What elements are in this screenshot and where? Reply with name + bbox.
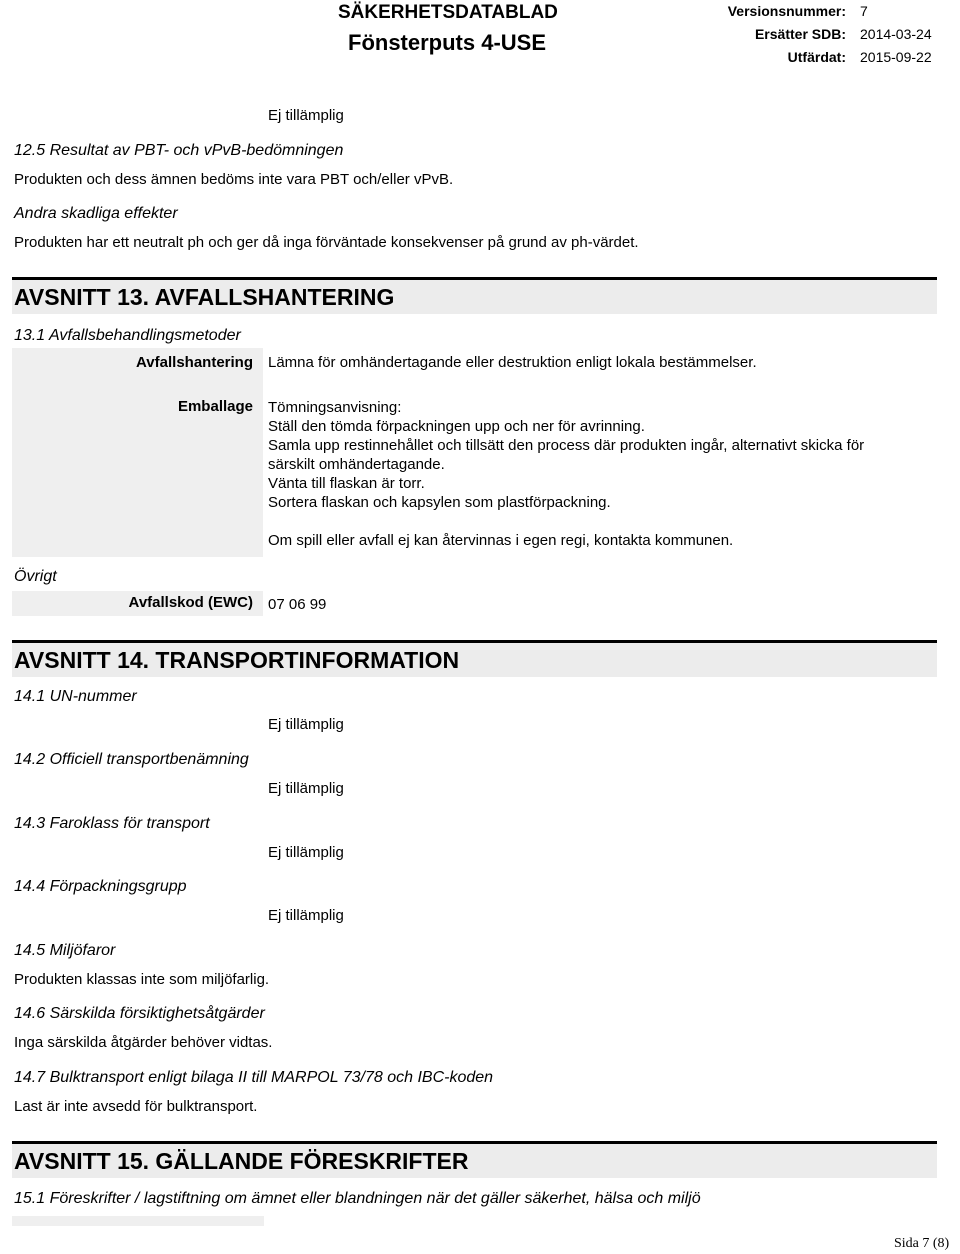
precautions-text: Inga särskilda åtgärder behöver vidtas.: [14, 1034, 273, 1051]
document-type: SÄKERHETSDATABLAD: [338, 2, 558, 23]
shipping-name-value: Ej tillämplig: [268, 780, 344, 797]
version-value: 7: [860, 3, 868, 19]
bulk-transport-title: 14.7 Bulktransport enligt bilaga II till MARPOL 73/78 och IBC-koden: [14, 1069, 494, 1086]
precautions-title: 14.6 Särskilda försiktighetsåtgärder: [14, 1005, 265, 1022]
waste-text: Lämna för omhändertagande eller destruktion enligt lokala bestämmelser.: [268, 354, 757, 371]
packaging-line: Sortera flaskan och kapsylen som plastförpackning.: [268, 494, 611, 511]
waste-label: Avfallshantering: [12, 348, 263, 390]
pbt-title: 12.5 Resultat av PBT- och vPvB-bedömningen: [14, 142, 344, 159]
section13-heading: AVSNITT 13. AVFALLSHANTERING: [12, 277, 937, 314]
env-hazard-text: Produkten klassas inte som miljöfarlig.: [14, 971, 270, 988]
page-number: Sida 7 (8): [894, 1236, 950, 1251]
section15-1-title: 15.1 Föreskrifter / lagstiftning om ämnet eller blandningen när det gäller säkerhet, hälsa och miljö: [14, 1190, 701, 1207]
packaging-line: Ställ den tömda förpackningen upp och ner för avrinning.: [268, 418, 645, 435]
packing-group-value: Ej tillämplig: [268, 907, 344, 924]
packaging-line: särskilt omhändertagande.: [268, 456, 445, 473]
packaging-note: Om spill eller avfall ej kan återvinnas i egen regi, kontakta kommunen.: [268, 532, 734, 549]
replaces-label: Ersätter SDB:: [754, 26, 846, 42]
ewc-value: 07 06 99: [268, 596, 327, 613]
section12-top-value: Ej tillämplig: [268, 107, 344, 124]
packaging-label: Emballage: [12, 390, 263, 557]
shipping-name-title: 14.2 Officiell transportbenämning: [14, 751, 249, 768]
env-hazard-title: 14.5 Miljöfaror: [14, 942, 116, 959]
section14-heading: AVSNITT 14. TRANSPORTINFORMATION: [12, 640, 937, 677]
packaging-line: Vänta till flaskan är torr.: [268, 475, 425, 492]
ewc-label: Avfallskod (EWC): [12, 591, 263, 616]
packing-group-title: 14.4 Förpackningsgrupp: [14, 878, 187, 895]
packaging-line: Tömningsanvisning:: [268, 399, 402, 416]
section15-heading: AVSNITT 15. GÄLLANDE FÖRESKRIFTER: [12, 1141, 937, 1178]
issued-value: 2015-09-22: [860, 49, 932, 65]
version-label: Versionsnummer:: [727, 3, 846, 19]
issued-label: Utfärdat:: [787, 49, 846, 65]
un-number-value: Ej tillämplig: [268, 716, 344, 733]
section13-1-title: 13.1 Avfallsbehandlingsmetoder: [14, 327, 241, 344]
section15-label-cell: [12, 1216, 264, 1226]
packaging-line: Samla upp restinnehållet och tillsätt den process där produkten ingår, alternativt skicka för: [268, 437, 865, 454]
other-title: Övrigt: [14, 568, 57, 585]
pbt-text: Produkten och dess ämnen bedöms inte vara PBT och/eller vPvB.: [14, 171, 454, 188]
packaging-instructions: [268, 398, 864, 512]
un-number-title: 14.1 UN-nummer: [14, 688, 137, 705]
hazard-class-title: 14.3 Faroklass för transport: [14, 815, 210, 832]
bulk-transport-text: Last är inte avsedd för bulktransport.: [14, 1098, 258, 1115]
product-name: Fönsterputs 4-USE: [348, 30, 547, 55]
hazard-class-value: Ej tillämplig: [268, 844, 344, 861]
other-effects-title: Andra skadliga effekter: [14, 205, 178, 222]
other-effects-text: Produkten har ett neutralt ph och ger då inga förväntade konsekvenser på grund av ph-värdet.: [14, 234, 639, 251]
replaces-value: 2014-03-24: [860, 26, 932, 42]
